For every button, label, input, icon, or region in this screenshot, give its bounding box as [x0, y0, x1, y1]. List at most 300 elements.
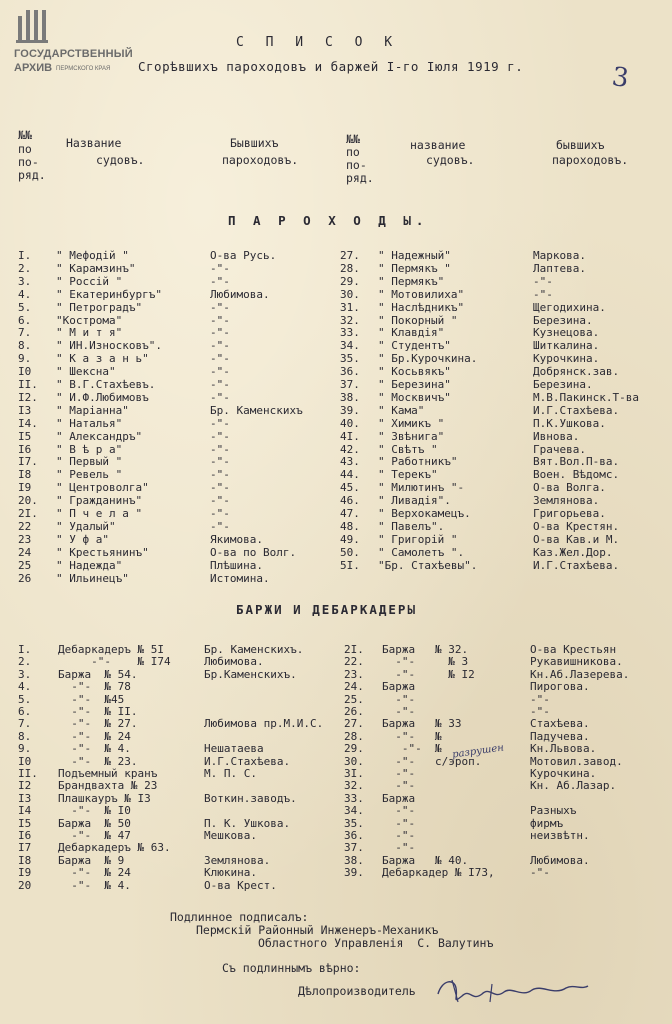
vessel-name-left: " Мефодій " [56, 249, 129, 262]
footer-clerk: Дѣлопроизводитель [298, 984, 416, 998]
owner-left: -"- [210, 365, 230, 379]
vessel-name-right: " Наслѣдникъ" [378, 300, 465, 314]
row-number-right: 28. [344, 729, 364, 743]
table-row [0, 866, 672, 879]
row-number-left: 7. [18, 717, 32, 731]
owner-right: Рукавишникова. [530, 655, 623, 669]
owner-left: -"- [210, 300, 230, 314]
owner-right: М.В.Пакинск.Т-ва [533, 390, 639, 404]
page-number: 3 [610, 61, 631, 95]
row-number-right: 37. [344, 841, 364, 855]
vessel-name-left: -"- № 24 [58, 729, 131, 743]
vessel-name-right: -"- [382, 779, 416, 793]
table-row [0, 339, 672, 352]
vessel-name-right: Баржа [382, 791, 416, 805]
vessel-name-left: " Россій " [56, 274, 123, 288]
owner-left: Якимова. [210, 532, 263, 546]
row-number-right: 43. [340, 455, 360, 469]
owner-left: -"- [210, 261, 230, 275]
vessel-name-right: " Свѣтъ " [378, 442, 438, 456]
owner-right: Мотовил.завод. [530, 754, 623, 768]
section-barges-title: БАРЖИ И ДЕБАРКАДЕРЫ [236, 602, 417, 617]
vessel-name-right: -"- [382, 804, 416, 818]
row-number-right: 47. [340, 507, 360, 520]
archive-name-line2: АРХИВ [14, 62, 53, 74]
owner-right: Кн.Аб.Лазерева. [530, 667, 630, 681]
table-row [0, 693, 672, 706]
row-number-right: 24. [344, 680, 364, 694]
vessel-name-right: " Ливадія". [378, 494, 451, 508]
row-number-right: 38. [344, 853, 364, 867]
row-number-left: 4. [18, 287, 32, 301]
vessel-name-right: " Клавдія" [378, 326, 445, 340]
table-row [0, 288, 672, 301]
owner-right: Лаптева. [533, 261, 586, 275]
owner-right: Курочкина. [530, 767, 597, 780]
vessel-name-left: -"- № 24 [58, 866, 131, 880]
owner-left: Любимова пр.М.И.С. [204, 717, 324, 731]
table-row [0, 314, 672, 327]
footer-engineer: Пермскій Районный Инженеръ-Механикъ [196, 923, 439, 937]
owner-left: -"- [210, 313, 230, 327]
row-number-right: 28. [340, 261, 360, 275]
vessel-name-left: "Кострома" [56, 313, 123, 327]
owner-right: Кузнецова. [533, 326, 600, 340]
row-number-right: 29. [344, 742, 364, 756]
row-number-right: 27. [340, 249, 360, 262]
row-number-right: 32. [344, 779, 364, 793]
vessel-name-right: -"- № 3 [382, 655, 469, 669]
header-right-num-1: №№ [346, 132, 360, 146]
row-number-left: I5 [18, 429, 32, 443]
row-number-left: 3. [18, 274, 32, 288]
row-number-right: 4I. [340, 429, 360, 443]
table-row [0, 275, 672, 288]
archive-name-line3: ПЕРМСКОГО КРАЯ [56, 66, 111, 72]
row-number-left: I2. [18, 390, 38, 404]
row-number-right: 39. [340, 403, 360, 417]
owner-right: Стахѣева. [530, 717, 590, 731]
owner-right: О-ва Крестьян [530, 643, 617, 656]
table-row [0, 767, 672, 780]
row-number-right: 30. [340, 287, 360, 301]
vessel-name-left: " Удалый" [56, 519, 116, 533]
vessel-name-right: " Звѣнига" [378, 429, 445, 443]
vessel-name-right: " Косьвякъ" [378, 365, 451, 379]
row-number-right: 42. [340, 442, 360, 456]
owner-right: О-ва Волга. [533, 481, 606, 495]
table-row [0, 262, 672, 275]
vessel-name-left: " Ильинецъ" [56, 571, 129, 585]
owner-right: -"- [530, 866, 550, 880]
table-row [0, 468, 672, 481]
owner-left: Бр. Каменскихъ. [204, 643, 304, 656]
row-number-right: 35. [340, 352, 360, 366]
vessel-name-right: " Верхокамецъ. [378, 507, 471, 520]
header-left-num-4: ряд. [18, 168, 46, 182]
row-number-right: 32. [340, 313, 360, 327]
row-number-left: I0 [18, 754, 32, 768]
table-row [0, 841, 672, 854]
vessel-name-right: " Москвичъ" [378, 390, 451, 404]
vessel-name-left: -"- № 78 [58, 680, 131, 694]
vessel-name-right: -"- [382, 829, 416, 842]
row-number-left: 20. [18, 494, 38, 508]
vessel-name-left: " Карамзинъ" [56, 261, 136, 275]
table-row [0, 643, 672, 656]
row-number-right: 23. [344, 667, 364, 681]
owner-left: -"- [210, 442, 230, 456]
row-number-right: 39. [344, 866, 364, 880]
vessel-name-left: -"- № I74 [58, 655, 171, 669]
row-number-right: 3I. [344, 767, 364, 780]
table-row [0, 417, 672, 430]
row-number-right: 46. [340, 494, 360, 508]
owner-left: -"- [210, 339, 230, 353]
vessel-name-left: -"- № 23. [58, 754, 138, 768]
owner-left: -"- [210, 378, 230, 391]
owner-right: Пирогова. [530, 680, 590, 694]
owner-right: неизвѣтн. [530, 829, 590, 842]
row-number-right: 29. [340, 274, 360, 288]
row-number-left: I9 [18, 866, 32, 880]
row-number-left: I. [18, 249, 32, 262]
vessel-name-left: Плашкауръ № I3 [58, 791, 151, 805]
header-left-name-1: Название [66, 136, 122, 150]
document-title: С П И С О К [236, 35, 400, 50]
archive-emblem-icon [14, 6, 54, 46]
table-row [0, 507, 672, 520]
header-left-owner-2: пароходовъ. [222, 153, 299, 167]
row-number-left: 20 [18, 878, 32, 892]
vessel-name-left: " Центроволга" [56, 481, 149, 495]
row-number-left: I. [18, 643, 32, 656]
row-number-left: 2. [18, 261, 32, 275]
owner-left: -"- [210, 326, 230, 340]
owner-left: Бр.Каменскихъ. [204, 667, 297, 681]
vessel-name-right: " Покорный " [378, 313, 458, 327]
table-row [0, 829, 672, 842]
owner-right: Землянова. [533, 494, 600, 508]
vessel-name-left: -"- № 47 [58, 829, 131, 842]
owner-right: О-ва Кав.и М. [533, 532, 620, 546]
vessel-name-left: " Шексна" [56, 365, 116, 379]
header-right-name-1: название [410, 138, 466, 152]
vessel-name-right: " Надежный" [378, 249, 451, 262]
row-number-left: 24 [18, 545, 32, 559]
table-row [0, 717, 672, 730]
row-number-left: I5 [18, 816, 32, 830]
handwritten-note: разрушен [451, 742, 505, 761]
table-row [0, 705, 672, 718]
owner-left: -"- [210, 494, 230, 508]
vessel-name-left: Подъемный кранъ [58, 767, 158, 780]
row-number-left: 26 [18, 571, 32, 585]
vessel-name-left: -"- № 4. [58, 742, 131, 756]
row-number-left: 9. [18, 742, 32, 756]
owner-right: Березина. [533, 313, 593, 327]
row-number-right: 34. [344, 804, 364, 818]
vessel-name-left: -"- № I0 [58, 804, 131, 818]
table-row [0, 730, 672, 743]
owner-right: Вят.Вол.П-ва. [533, 455, 620, 469]
vessel-name-right: " Мотовилиха" [378, 287, 465, 301]
row-number-right: 37. [340, 378, 360, 391]
vessel-name-right: " Работникъ" [378, 455, 458, 469]
vessel-name-right: " Павелъ". [378, 519, 445, 533]
table-row [0, 404, 672, 417]
vessel-name-right: " Милютинъ "- [378, 481, 465, 495]
row-number-right: 31. [340, 300, 360, 314]
vessel-name-left: " В.Г.Стахѣевъ. [56, 378, 156, 391]
table-row [0, 443, 672, 456]
table-row [0, 792, 672, 805]
owner-right: -"- [530, 705, 550, 718]
table-row [0, 680, 672, 693]
table-row [0, 365, 672, 378]
vessel-name-left: " Надежда" [56, 558, 123, 572]
vessel-name-right: " Терекъ" [378, 468, 438, 482]
vessel-name-left: Дебаркадеръ № 63. [58, 841, 171, 855]
row-number-right: 38. [340, 390, 360, 404]
table-row [0, 804, 672, 817]
vessel-name-left: " Екатеринбургъ" [56, 287, 162, 301]
vessel-name-left: " Крестьянинъ" [56, 545, 149, 559]
owner-right: Любимова. [530, 853, 590, 867]
row-number-left: I7. [18, 455, 38, 469]
owner-left: -"- [210, 507, 230, 520]
owner-right: -"- [533, 274, 553, 288]
row-number-left: II. [18, 767, 38, 780]
row-number-left: 2. [18, 655, 32, 669]
owner-left: М. П. С. [204, 767, 257, 780]
vessel-name-right: -"- [382, 841, 416, 855]
vessel-name-left: -"- № 4. [58, 878, 131, 892]
header-left-num-3: по- [18, 155, 39, 169]
owner-right: Щегодихина. [533, 300, 606, 314]
table-row [0, 854, 672, 867]
vessel-name-left: " Петроградъ" [56, 300, 143, 314]
table-row [0, 755, 672, 768]
row-number-left: 6. [18, 313, 32, 327]
header-right-num-4: ряд. [346, 171, 374, 185]
owner-left: Нешатаева [204, 742, 264, 756]
row-number-left: II. [18, 378, 38, 391]
vessel-name-left: " Первый " [56, 455, 123, 469]
table-row [0, 655, 672, 668]
row-number-right: 26. [344, 705, 364, 718]
row-number-left: I6 [18, 442, 32, 456]
owner-left: И.Г.Стахѣева. [204, 754, 291, 768]
owner-right: Каз.Жел.Дор. [533, 545, 613, 559]
vessel-name-left: " У ф а" [56, 532, 109, 546]
header-right-name-2: судовъ. [426, 153, 475, 167]
row-number-left: 8. [18, 339, 32, 353]
row-number-left: I7 [18, 841, 32, 855]
owner-right: О-ва Крестян. [533, 519, 620, 533]
row-number-left: I2 [18, 779, 32, 793]
table-row [0, 779, 672, 792]
row-number-right: 50. [340, 545, 360, 559]
vessel-name-left: " И.Ф.Любимовъ [56, 390, 149, 404]
row-number-left: I4 [18, 804, 32, 818]
vessel-name-right: Баржа [382, 680, 416, 694]
header-right-num-3: по- [346, 158, 367, 172]
vessel-name-right: " Пермякъ " [378, 261, 451, 275]
vessel-name-right: " Пермякъ" [378, 274, 445, 288]
header-left-name-2: судовъ. [96, 153, 145, 167]
row-number-left: I9 [18, 481, 32, 495]
owner-left: -"- [210, 468, 230, 482]
vessel-name-left: " М и т я" [56, 326, 123, 340]
vessel-name-right: Баржа № 32. [382, 643, 469, 656]
vessel-name-left: " Ревель " [56, 468, 123, 482]
vessel-name-left: Баржа № 9 [58, 853, 125, 867]
owner-right: Шиткалина. [533, 339, 600, 353]
vessel-name-right: -"- [382, 816, 416, 830]
row-number-left: 25 [18, 558, 32, 572]
clerk-signature [432, 972, 592, 1010]
table-row [0, 455, 672, 468]
row-number-left: 6. [18, 705, 32, 718]
table-row [0, 742, 672, 755]
row-number-left: 8. [18, 729, 32, 743]
row-number-right: 25. [344, 692, 364, 706]
owner-right: Березина. [533, 378, 593, 391]
vessel-name-left: -"- № II. [58, 705, 138, 718]
owner-right: Грачева. [533, 442, 586, 456]
vessel-name-left: " П ч е л а " [56, 507, 143, 520]
owner-left: -"- [210, 519, 230, 533]
row-number-right: 5I. [340, 558, 360, 572]
row-number-right: 36. [340, 365, 360, 379]
table-row [0, 572, 672, 585]
vessel-name-left: -"- № 27. [58, 717, 138, 731]
footer-true-copy: Съ подлиннымъ вѣрно: [222, 961, 361, 975]
owner-left: О-ва Крест. [204, 878, 277, 892]
vessel-name-right: Баржа № 33 [382, 717, 462, 731]
vessel-name-right: -"- № [382, 742, 442, 756]
vessel-name-left: Баржа № 50 [58, 816, 131, 830]
owner-left: -"- [210, 274, 230, 288]
vessel-name-right: " Бр.Курочкина. [378, 352, 478, 366]
header-left-num-2: по [18, 142, 32, 156]
owner-right: И.Г.Стахѣева. [533, 558, 620, 572]
row-number-left: I4. [18, 416, 38, 430]
owner-left: О-ва по Волг. [210, 545, 297, 559]
row-number-right: 35. [344, 816, 364, 830]
row-number-left: 4. [18, 680, 32, 694]
owner-right: И.Г.Стахѣева. [533, 403, 620, 417]
owner-left: -"- [210, 390, 230, 404]
owner-left: Плѣшина. [210, 558, 263, 572]
table-row [0, 879, 672, 892]
table-row [0, 391, 672, 404]
table-row [0, 533, 672, 546]
owner-left: Воткин.заводъ. [204, 791, 297, 805]
row-number-left: 23 [18, 532, 32, 546]
row-number-right: 33. [340, 326, 360, 340]
table-row [0, 559, 672, 572]
row-number-left: I0 [18, 365, 32, 379]
owner-right: -"- [530, 692, 550, 706]
owner-left: Землянова. [204, 853, 271, 867]
row-number-left: 9. [18, 352, 32, 366]
row-number-right: 44. [340, 468, 360, 482]
vessel-name-left: " В ѣ р а" [56, 442, 123, 456]
header-right-owner-1: бывшихъ [556, 138, 605, 152]
vessel-name-left: Дебаркадеръ № 5I [58, 643, 164, 656]
vessel-name-left: " Гражданинъ" [56, 494, 143, 508]
vessel-name-right: " Григорій " [378, 532, 458, 546]
row-number-left: 3. [18, 667, 32, 681]
row-number-right: 40. [340, 416, 360, 430]
row-number-right: 22. [344, 655, 364, 669]
owner-right: Ивнова. [533, 429, 580, 443]
row-number-left: 5. [18, 692, 32, 706]
vessel-name-left: " Александръ" [56, 429, 143, 443]
vessel-name-left: Баржа № 54. [58, 667, 138, 681]
owner-left: Любимова. [210, 287, 270, 301]
owner-right: Кн.Львова. [530, 742, 597, 756]
table-row [0, 817, 672, 830]
row-number-right: 48. [340, 519, 360, 533]
vessel-name-left: " К а з а н ь" [56, 352, 149, 366]
table-row [0, 301, 672, 314]
table-row [0, 481, 672, 494]
table-row [0, 352, 672, 365]
table-row [0, 546, 672, 559]
owner-right: П.К.Ушкова. [533, 416, 606, 430]
row-number-left: 22 [18, 519, 32, 533]
row-number-left: 2I. [18, 507, 38, 520]
vessel-name-right: Баржа № 40. [382, 853, 469, 867]
row-number-right: 36. [344, 829, 364, 842]
vessel-name-right: -"- с/эроп. [382, 754, 482, 768]
vessel-name-right: " Химикъ " [378, 416, 445, 430]
owner-right: Курочкина. [533, 352, 600, 366]
row-number-right: 34. [340, 339, 360, 353]
owner-left: Мешкова. [204, 829, 257, 842]
vessel-name-right: " Березина" [378, 378, 451, 391]
row-number-right: 49. [340, 532, 360, 546]
owner-right: Кн. Аб.Лазар. [530, 779, 617, 793]
vessel-name-right: -"- [382, 705, 416, 718]
row-number-right: 2I. [344, 643, 364, 656]
archive-name-line1: ГОСУДАРСТВЕННЫЙ [14, 48, 133, 60]
row-number-left: I8 [18, 853, 32, 867]
vessel-name-right: " Студентъ" [378, 339, 451, 353]
vessel-name-left: " Наталья" [56, 416, 123, 430]
row-number-left: 5. [18, 300, 32, 314]
owner-right: Разныхъ [530, 804, 577, 818]
document-subtitle: Сгорѣвшихъ пароходовъ и баржей I-го Іюля 1919 г. [138, 59, 524, 74]
footer-administration: Областного Управленія С. Валутинъ [258, 936, 494, 950]
owner-left: Истомина. [210, 571, 270, 585]
vessel-name-right: "Бр. Стахѣевы". [378, 558, 478, 572]
header-right-num-2: по [346, 145, 360, 159]
table-row [0, 326, 672, 339]
table-row [0, 494, 672, 507]
owner-left: Клюкина. [204, 866, 257, 880]
vessel-name-right: " Кама" [378, 403, 425, 417]
vessel-name-right: " Самолетъ ". [378, 545, 465, 559]
row-number-right: 30. [344, 754, 364, 768]
owner-right: -"- [533, 287, 553, 301]
section-steamers-title: П А Р О Х О Д Ы. [228, 213, 429, 228]
table-row [0, 668, 672, 681]
table-row [0, 520, 672, 533]
